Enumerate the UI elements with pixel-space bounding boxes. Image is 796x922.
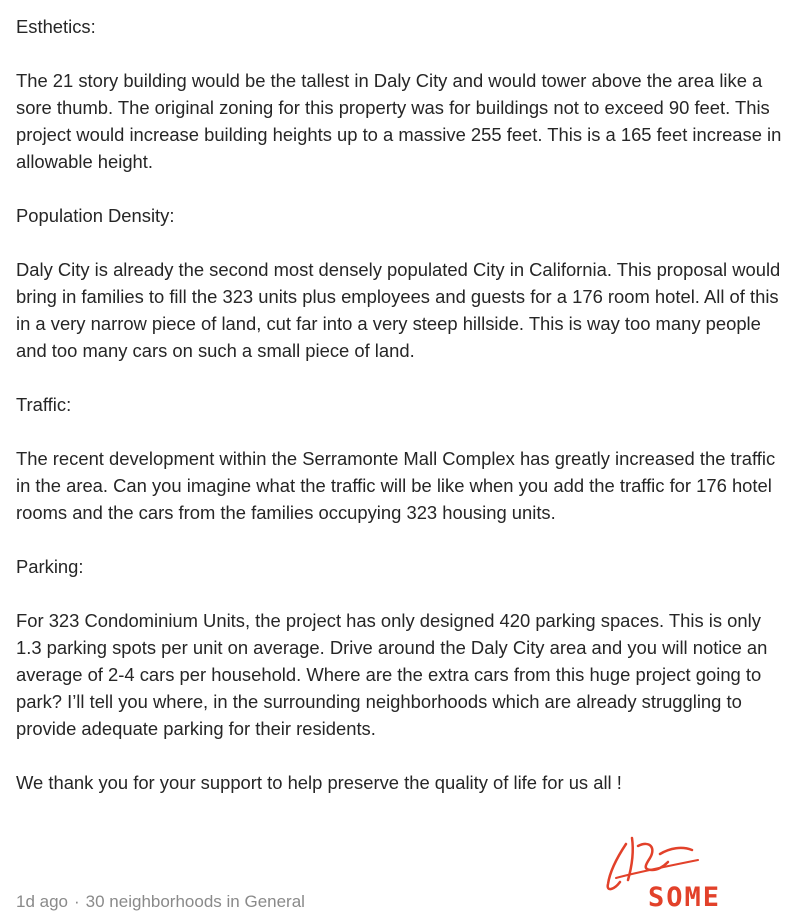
paragraph-traffic: The recent development within the Serramonte Mall Complex has greatly increased the traffic in the area. Can you imagine what the traffic will be like when you add the traffic for 176 hotel rooms and the cars from the families occupying 323 housing units.	[16, 448, 776, 523]
heading-traffic: Traffic:	[16, 394, 72, 415]
paragraph-esthetics: The 21 story building would be the tallest in Daly City and would tower above the area like a sore thumb. The original zoning for this property was for buildings not to exceed 90 feet. This project would increase building heights up to a massive 255 feet. This is a 165 feet increase in allowable height.	[16, 70, 782, 172]
heading-esthetics: Esthetics:	[16, 16, 96, 37]
paragraph-population-density: Daly City is already the second most densely populated City in California. This proposal would bring in families to fill the 323 units plus employees and guests for a 176 room hotel. All of this in a very narrow piece of land, cut far into a very steep hillside. This is way too many people and too many cars on such a small piece of land.	[16, 259, 781, 361]
paragraph-parking: For 323 Condominium Units, the project has only designed 420 parking spaces. This is only 1.3 parking spots per unit on average. Drive around the Daly City area and you will notice an average of 2-4 cars per household. Where are the extra cars from this huge project going to park? I’ll tell you where, in the surrounding neighborhoods which are already struggling to provide adequate parking for their residents.	[16, 610, 768, 739]
watermark-text: SOME	[648, 882, 722, 913]
post-meta	[16, 890, 305, 914]
watermark-logo	[598, 832, 748, 922]
post-body	[16, 13, 786, 796]
closing-line: We thank you for your support to help preserve the quality of life for us all !	[16, 772, 622, 793]
meta-separator: ·	[74, 892, 80, 911]
heading-parking: Parking:	[16, 556, 84, 577]
post-audience-link[interactable]: 30 neighborhoods in General	[85, 892, 305, 911]
heading-population-density: Population Density:	[16, 205, 175, 226]
post-timestamp[interactable]: 1d ago	[16, 892, 68, 911]
